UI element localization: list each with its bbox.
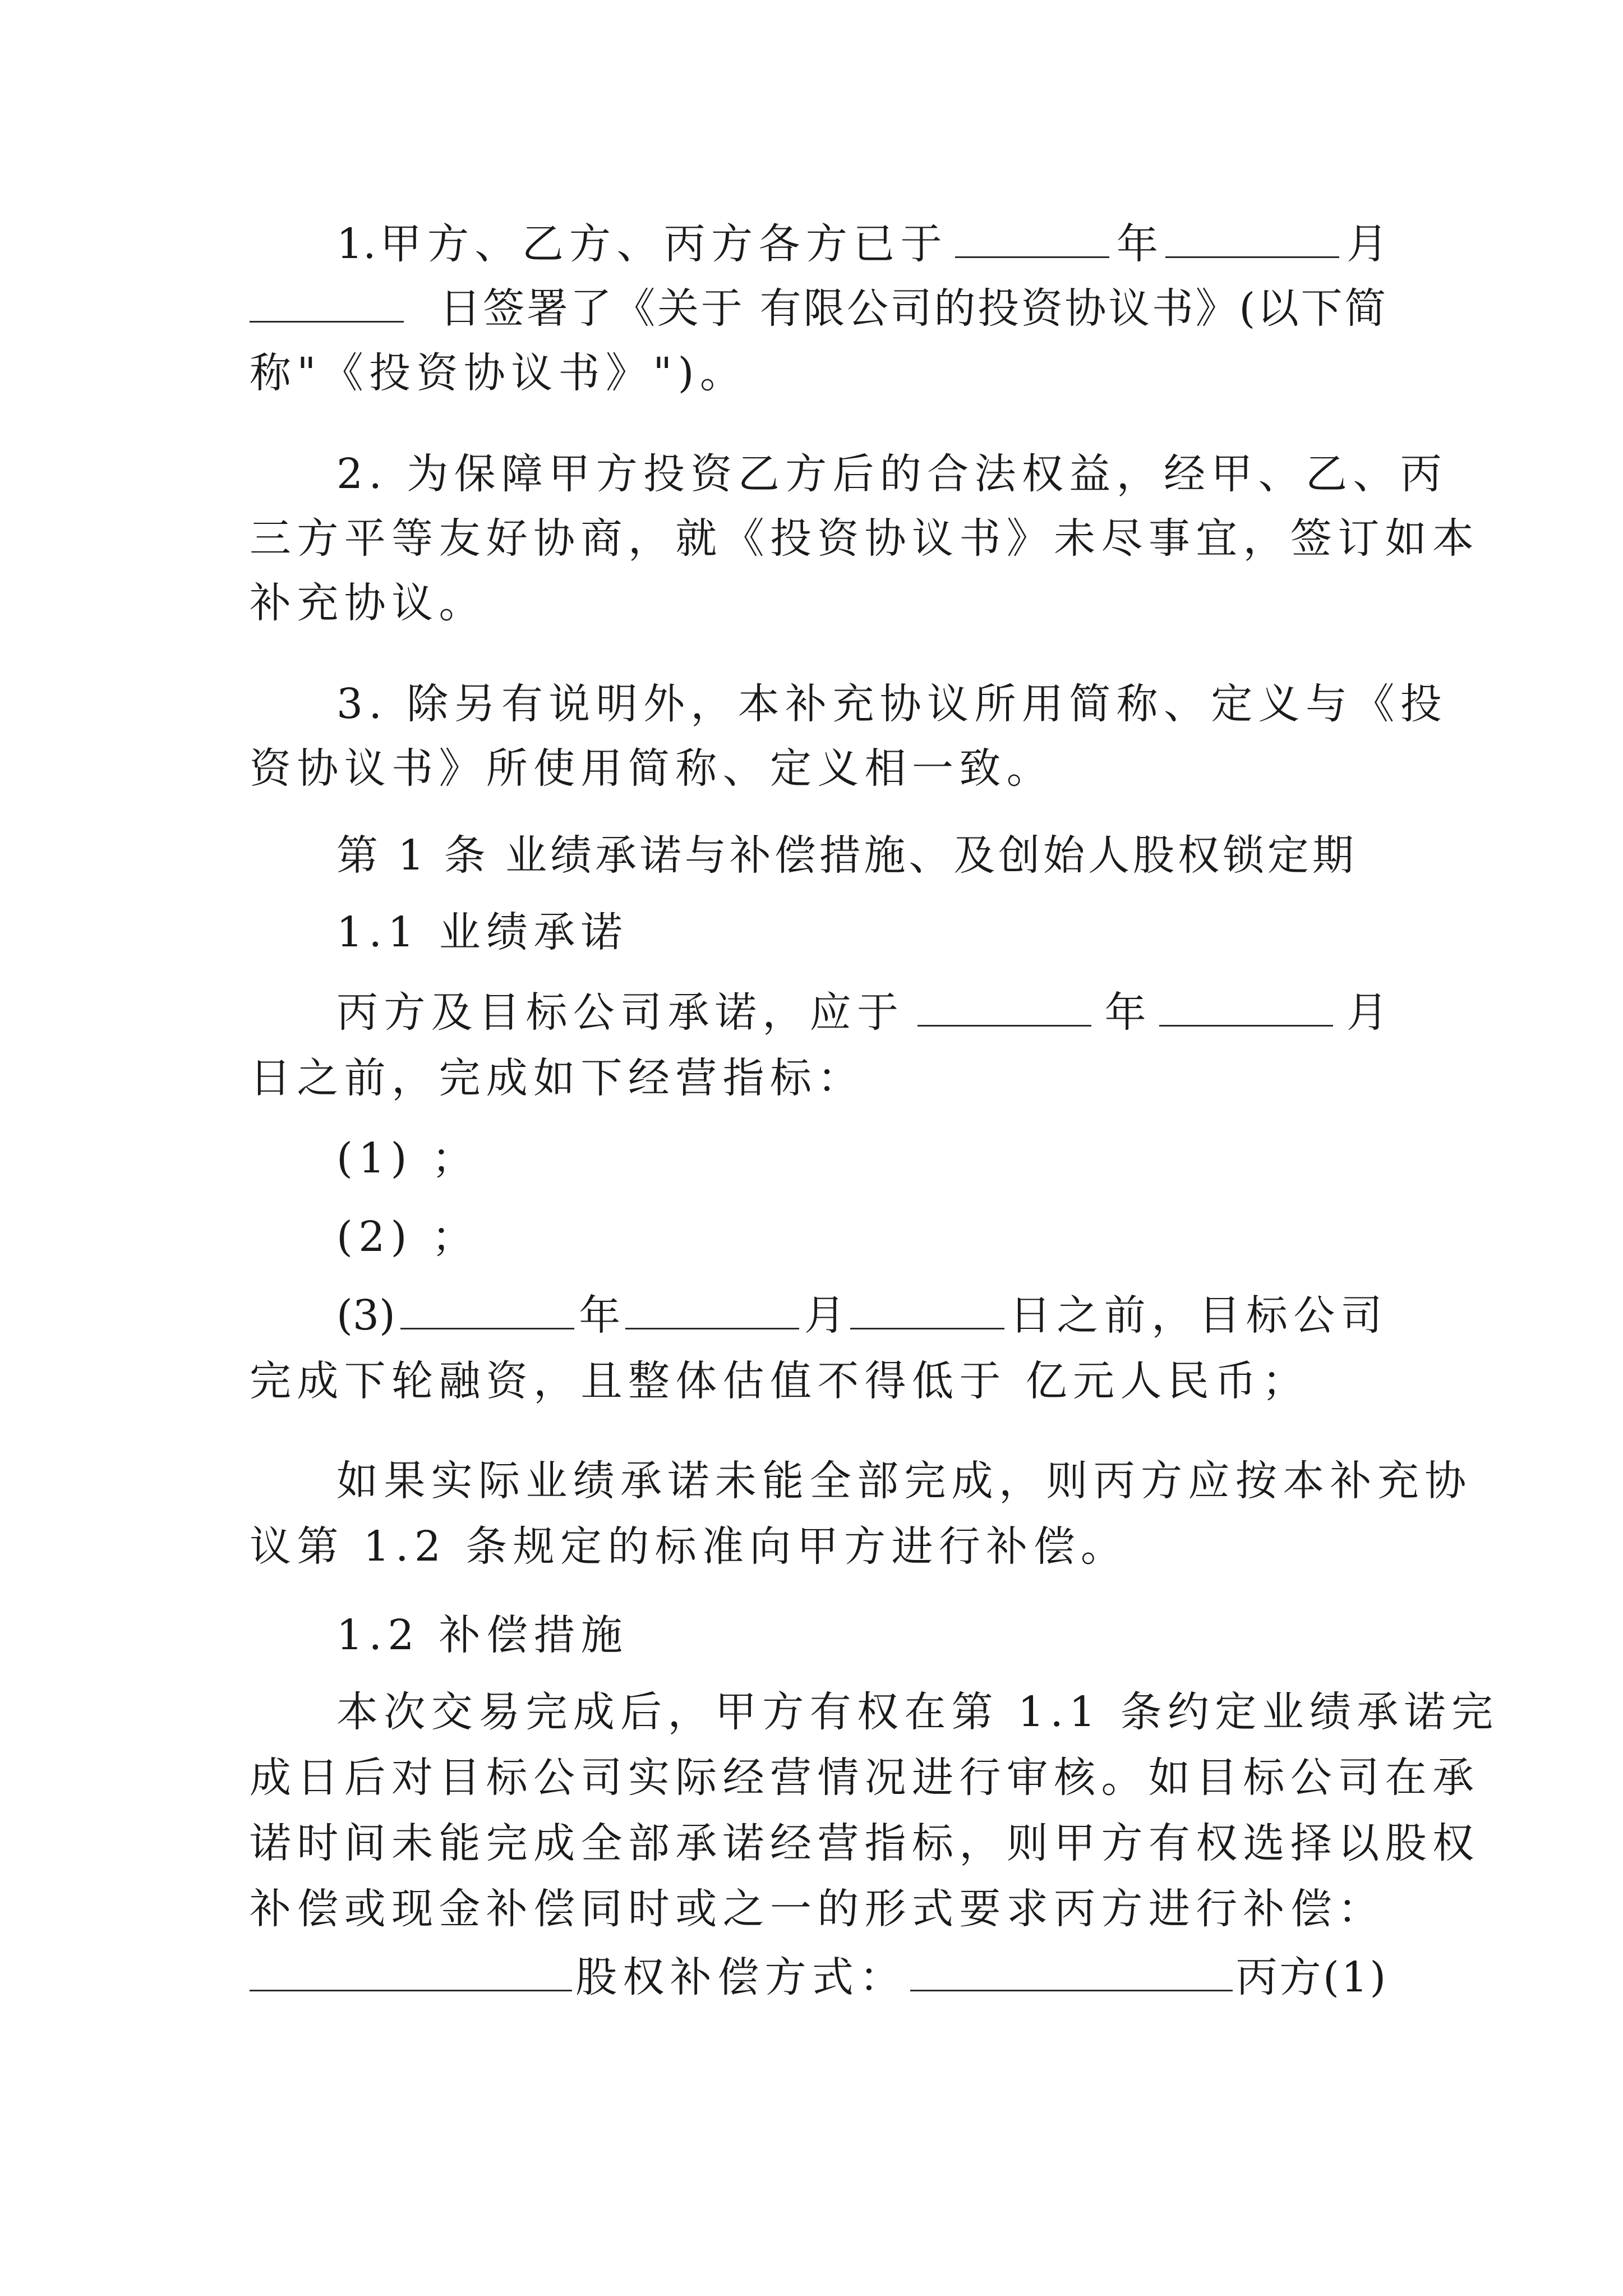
year-label: 年 bbox=[1116, 220, 1158, 268]
para-5-line-2: 议第 1.2 条规定的标准向甲方进行补偿。 bbox=[250, 1522, 1128, 1571]
para-7-text-1: 股权补偿方式： bbox=[575, 1953, 907, 2001]
para-6-line-4: 补偿或现金补偿同时或之一的形式要求丙方进行补偿： bbox=[250, 1885, 1385, 1933]
para-1-text: 甲方、乙方、丙方各方已于 bbox=[380, 220, 948, 268]
para-7-line-1 bbox=[250, 1949, 1388, 2005]
blank-year-field-2[interactable] bbox=[917, 988, 1091, 1027]
section-1-2-heading: 1.2 补偿措施 bbox=[336, 1611, 629, 1659]
para-4-line-2: 日之前，完成如下经营指标： bbox=[250, 1054, 865, 1102]
para-2-line-3: 补充协议。 bbox=[250, 579, 486, 627]
blank-month-field-2[interactable] bbox=[1159, 988, 1333, 1027]
blank-field-a[interactable] bbox=[250, 1953, 572, 1991]
blank-day-field[interactable] bbox=[250, 284, 404, 323]
para-5-line-1: 如果实际业绩承诺未能全部完成，则丙方应按本补充协 bbox=[336, 1457, 1472, 1505]
para-1-text-2: 日签署了《关于 有限公司的投资协议书》(以下简 bbox=[439, 284, 1388, 333]
list-item-2: (2) ； bbox=[336, 1213, 479, 1261]
month-label-3: 月 bbox=[804, 1291, 846, 1340]
year-label-3: 年 bbox=[579, 1291, 621, 1340]
para-4-line-1 bbox=[336, 984, 1388, 1041]
para-1-line-2 bbox=[250, 280, 1388, 337]
blank-field-b[interactable] bbox=[910, 1953, 1233, 1991]
para-6-line-2: 成日后对目标公司实际经营情况进行审核。如目标公司在承 bbox=[250, 1754, 1480, 1802]
para-3-line-2: 资协议书》所使用简称、定义相一致。 bbox=[250, 744, 1054, 793]
blank-year-field-3[interactable] bbox=[400, 1291, 574, 1329]
month-label: 月 bbox=[1346, 220, 1388, 268]
blank-month-field-3[interactable] bbox=[625, 1291, 799, 1329]
year-label-2: 年 bbox=[1104, 988, 1146, 1037]
section-1-1-heading: 1.1 业绩承诺 bbox=[336, 908, 629, 956]
list-item-3-number: (3) bbox=[336, 1291, 395, 1340]
blank-year-field[interactable] bbox=[955, 219, 1109, 258]
list-item-3-text: 日之前，目标公司 bbox=[1009, 1291, 1388, 1340]
para-7-text-2: 丙方(1) bbox=[1235, 1953, 1388, 2001]
list-item-3-line-1 bbox=[336, 1287, 1388, 1343]
article-1-title: 第 1 条 业绩承诺与补偿措施、及创始人股权锁定期 bbox=[336, 831, 1357, 880]
month-label-2: 月 bbox=[1346, 988, 1388, 1037]
list-item-3-line-2: 完成下轮融资，且整体估值不得低于 亿元人民币； bbox=[250, 1357, 1310, 1405]
list-item-1: (1) ； bbox=[336, 1134, 479, 1182]
blank-month-field[interactable] bbox=[1165, 219, 1339, 258]
para-2-line-1: 2. 为保障甲方投资乙方后的合法权益，经甲、乙、丙 bbox=[336, 450, 1448, 498]
para-1-number: 1. bbox=[336, 220, 376, 268]
para-1-line-3: 称"《投资协议书》")。 bbox=[250, 349, 748, 397]
para-2-line-2: 三方平等友好协商，就《投资协议书》未尽事宜，签订如本 bbox=[250, 514, 1480, 563]
para-1-line-1 bbox=[336, 216, 1388, 272]
para-4-text: 丙方及目标公司承诺，应于 bbox=[336, 988, 905, 1037]
blank-day-field-3[interactable] bbox=[850, 1291, 1004, 1329]
para-6-line-1: 本次交易完成后，甲方有权在第 1.1 条约定业绩承诺完 bbox=[336, 1688, 1499, 1736]
para-6-line-3: 诺时间未能完成全部承诺经营指标，则甲方有权选择以股权 bbox=[250, 1819, 1480, 1867]
para-3-line-1: 3. 除另有说明外，本补充协议所用简称、定义与《投 bbox=[336, 680, 1448, 728]
